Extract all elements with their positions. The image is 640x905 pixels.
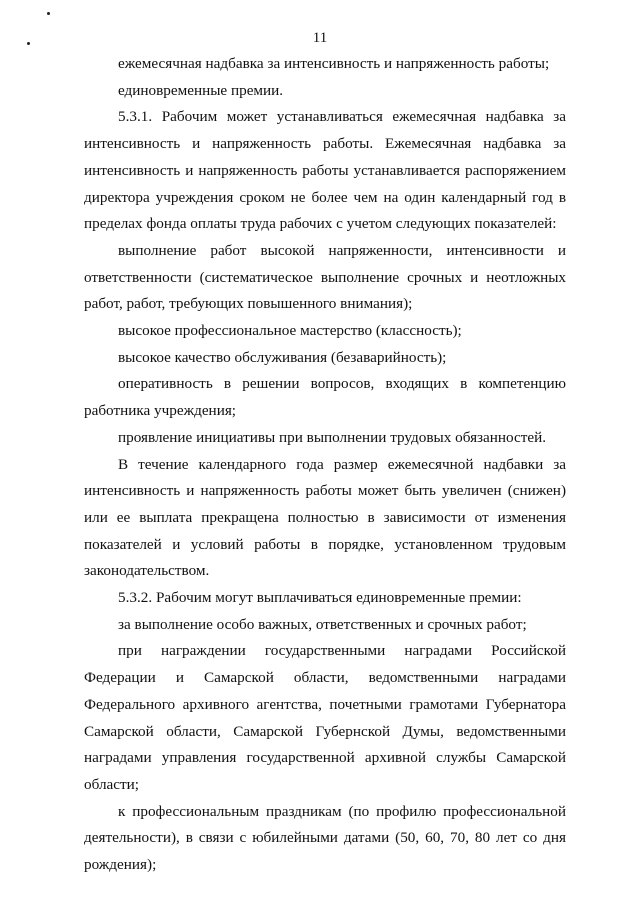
paragraph: высокое качество обслуживания (безаварийность); xyxy=(118,348,447,366)
paragraph: за выполнение особо важных, ответственных и срочных работ; xyxy=(118,615,527,633)
paragraph: при награждении государственными наградами Российской Федерации и Самарской области, ведомственными наградами Федерального архивного агентства, почетными грамотами Губернатора Самарской области, Самарской Губернской Думы, ведомственными наградами управления государственной архивной службы Самарской области; xyxy=(84,642,566,793)
scan-speck xyxy=(47,12,50,15)
paragraph: 5.3.2. Рабочим могут выплачиваться единовременные премии: xyxy=(118,589,522,607)
paragraph: проявление инициативы при выполнении трудовых обязанностей. xyxy=(118,428,547,446)
paragraph: к профессиональным праздникам (по профилю профессиональной деятельности), в связи с юбилейными датами (50, 60, 70, 80 лет со дня рождения); xyxy=(84,802,566,874)
paragraph: ежемесячная надбавка за интенсивность и напряженность работы; xyxy=(118,55,550,72)
page-number: 11 xyxy=(312,30,328,46)
paragraph: высокое профессиональное мастерство (классность); xyxy=(118,322,462,340)
paragraph: 5.3.1. Рабочим может устанавливаться ежемесячная надбавка за интенсивность и напряженность работы. Ежемесячная надбавка за интенсивность и напряженность работы устанавливается распоряжением директора учреждения сроком не более чем на один календарный год в пределах фонда оплаты труда рабочих с учетом следующих показателей: xyxy=(84,108,566,233)
paragraph: В течение календарного года размер ежемесячной надбавки за интенсивность и напряженность работы может быть увеличен (снижен) или ее выплата прекращена полностью в зависимости от изменения показателей и условий работы в порядке, установленном трудовым законодательством. xyxy=(84,455,566,580)
document-body xyxy=(84,51,566,879)
paragraph: единовременные премии. xyxy=(118,81,284,99)
paragraph: выполнение работ высокой напряженности, интенсивности и ответственности (систематическое выполнение срочных и неотложных работ, работ, требующих повышенного внимания); xyxy=(84,241,566,313)
paragraph: оперативность в решении вопросов, входящих в компетенцию работника учреждения; xyxy=(84,375,566,420)
